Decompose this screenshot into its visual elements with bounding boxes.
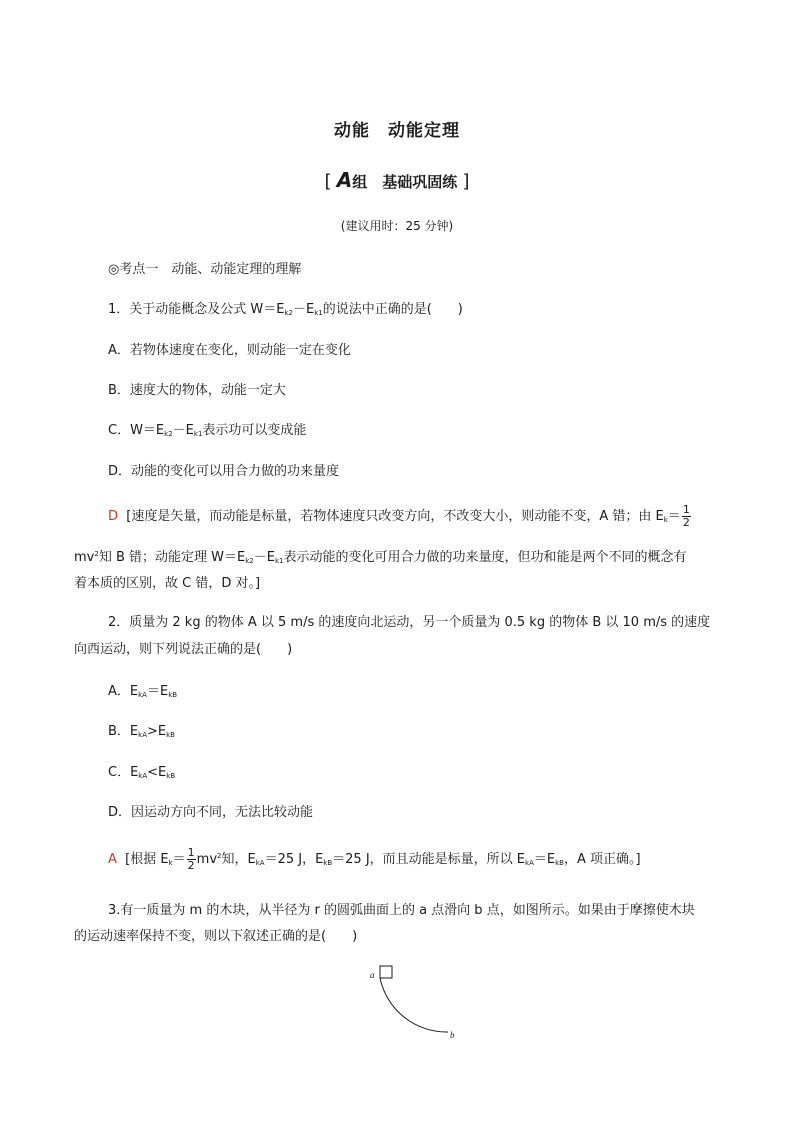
q2-option-b xyxy=(108,720,175,739)
q1-answer-line1 xyxy=(108,504,692,529)
point-b-label: b xyxy=(450,1030,455,1040)
fraction-denominator: 2 xyxy=(682,516,690,529)
q1-option-c-part: C．W＝E xyxy=(108,423,165,438)
q1-option-c-part: －E xyxy=(172,423,194,438)
q2-stem-line2: 向西运动，则下列说法正确的是( ) xyxy=(74,642,293,657)
subscript: kA xyxy=(138,772,148,780)
subscript: kA xyxy=(255,859,265,867)
q1-answer-text: mv xyxy=(74,550,95,565)
subscript: kB xyxy=(166,772,176,780)
q1-answer-line3: 着本质的区别，故 C 错，D 对。] xyxy=(74,576,261,591)
group-heading xyxy=(0,168,794,192)
q1-stem-part: －E xyxy=(293,302,315,317)
energy-symbol: E xyxy=(158,765,167,780)
subscript: k xyxy=(663,516,668,524)
fraction-denominator: 2 xyxy=(187,859,195,872)
energy-symbol: E xyxy=(129,684,139,699)
group-letter: A xyxy=(336,168,353,192)
subscript: kB xyxy=(323,859,333,867)
q2-answer-text: ＝25 J，而且动能是标量，所以 E xyxy=(332,852,526,867)
q1-option-b: B．速度大的物体，动能一定大 xyxy=(108,383,286,398)
operator: ＝ xyxy=(146,684,160,699)
q1-option-d: D．动能的变化可以用合力做的功来量度 xyxy=(108,464,340,479)
q3-stem-line2: 的运动速率保持不变，则以下叙述正确的是( ) xyxy=(74,929,358,944)
q1-stem-part: 的说法中正确的是( ) xyxy=(322,302,463,317)
operator: < xyxy=(147,765,159,780)
superscript: 2 xyxy=(217,852,222,860)
superscript: 2 xyxy=(94,550,99,558)
q1-answer-text: [速度是矢量，而动能是标量，若物体速度只改变方向，不改变大小，则动能不变，A 错；由 E xyxy=(126,509,664,524)
q2-answer-letter: A xyxy=(108,852,117,867)
arc-figure-svg xyxy=(366,962,466,1042)
q1-answer-text: 表示动能的变化可用合力做的功来量度，但功和能是两个不同的概念有 xyxy=(283,550,687,565)
equals: ＝ xyxy=(667,509,681,524)
q1-answer-letter: D xyxy=(108,509,119,524)
q2-option-a xyxy=(108,680,177,699)
energy-symbol: E xyxy=(129,724,139,739)
equals: ＝ xyxy=(172,852,186,867)
energy-symbol: E xyxy=(159,684,169,699)
fraction-numerator: 1 xyxy=(187,846,195,859)
subscript: k1 xyxy=(314,309,323,317)
subscript: kB xyxy=(168,691,178,699)
arc-curve xyxy=(380,978,448,1032)
q1-option-c xyxy=(108,419,306,438)
q1-answer-line2 xyxy=(74,546,686,565)
group-bracket-open: [ xyxy=(324,171,332,192)
q2-answer-text: 知，E xyxy=(221,852,256,867)
q2-answer-text: [根据 E xyxy=(125,852,169,867)
topic-heading: ◎考点一 动能、动能定理的理解 xyxy=(108,262,302,277)
q2-answer-text: ＝E xyxy=(533,852,556,867)
group-text: 组 基础巩固练 xyxy=(352,173,458,191)
q2-stem-line1: 2．质量为 2 kg 的物体 A 以 5 m/s 的速度向北运动，另一个质量为 0.5 kg 的物体 B 以 10 m/s 的速度 xyxy=(108,615,711,630)
subscript: kA xyxy=(138,691,147,699)
group-bracket-close: ] xyxy=(462,171,470,192)
q2-answer xyxy=(108,847,641,872)
q1-option-a: A．若物体速度在变化，则动能一定在变化 xyxy=(108,343,351,358)
subscript: kA xyxy=(138,731,147,739)
q1-stem-part: 1．关于动能概念及公式 W＝E xyxy=(108,302,285,317)
wooden-block xyxy=(380,966,392,978)
subscript: k1 xyxy=(274,557,284,565)
subscript: kA xyxy=(525,859,534,867)
subscript: kB xyxy=(166,731,175,739)
subscript: k2 xyxy=(284,309,293,317)
subscript: k2 xyxy=(164,430,173,438)
fraction-one-half xyxy=(187,847,196,872)
fraction-one-half xyxy=(682,504,691,529)
subscript: k1 xyxy=(193,430,203,438)
arc-figure xyxy=(366,962,466,1046)
subscript: kB xyxy=(555,859,564,867)
q1-answer-text: 知 B 错；动能定理 W＝E xyxy=(98,550,246,565)
option-prefix: A． xyxy=(108,684,130,699)
subscript: k xyxy=(168,859,173,867)
q1-option-c-part: 表示功可以变成能 xyxy=(202,423,307,438)
q3-stem-line1: 3.有一质量为 m 的木块，从半径为 r 的圆弧曲面上的 a 点滑向 b 点，如图所示。如果由于摩擦使木块 xyxy=(108,903,695,918)
option-prefix: C． xyxy=(108,765,131,780)
energy-symbol: E xyxy=(130,765,139,780)
q2-option-c xyxy=(108,761,175,780)
subscript: k2 xyxy=(245,557,254,565)
q2-answer-text: ＝25 J，E xyxy=(264,852,324,867)
page-title: 动能 动能定理 xyxy=(334,121,460,141)
point-a-label: a xyxy=(370,970,375,980)
energy-symbol: E xyxy=(157,724,167,739)
operator: > xyxy=(146,724,158,739)
q1-answer-text: －E xyxy=(253,550,275,565)
option-prefix: B． xyxy=(108,724,130,739)
q2-answer-text: ，A 项正确。] xyxy=(563,852,641,867)
q1-stem xyxy=(108,298,463,317)
q2-answer-text: mv xyxy=(196,852,218,867)
q2-option-d: D．因运动方向不同，无法比较动能 xyxy=(108,805,314,820)
fraction-numerator: 1 xyxy=(682,503,690,516)
time-hint: (建议用时：25 分钟) xyxy=(340,219,454,233)
